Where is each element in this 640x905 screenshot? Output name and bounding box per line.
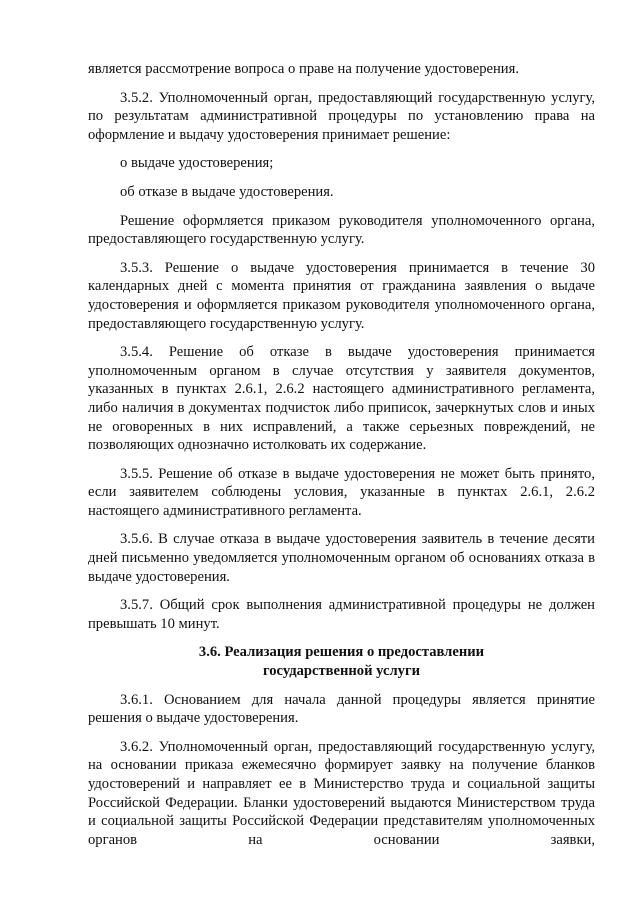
- paragraph-decision-form: Решение оформляется приказом руководителя уполномоченного органа, предоставляющего государственную услугу.: [88, 212, 595, 248]
- document-page: [88, 60, 595, 859]
- section-heading-line-2: государственной услуги: [262, 663, 421, 680]
- paragraph-3-5-5: 3.5.5. Решение об отказе в выдаче удостоверения не может быть принято, если заявителем соблюдены условия, указанные в пунктах 2.6.1, 2.6.2 настоящего административного регламента.: [88, 465, 595, 519]
- paragraph-3-5-2: 3.5.2. Уполномоченный орган, предоставляющий государственную услугу, по результатам административной процедуры по установлению права на оформление и выдачу удостоверения принимает решение:: [88, 89, 595, 143]
- paragraph-3-5-7: 3.5.7. Общий срок выполнения административной процедуры не должен превышать 10 минут.: [88, 597, 595, 632]
- paragraph-option-refuse: об отказе в выдаче удостоверения.: [120, 183, 334, 200]
- paragraph-3-5-4: 3.5.4. Решение об отказе в выдаче удостоверения принимается уполномоченным органом в случае отсутствия у заявителя документов, указанных в пунктах 2.6.1, 2.6.2 настоящего административного регламента, либо наличия в документах подчисток либо приписок, зачеркнутых слов и иных не оговоренных в них исправлений, а также серьезных повреждений, не позволяющих однозначно истолковать их содержание.: [88, 344, 595, 454]
- paragraph-3-6-1: 3.6.1. Основанием для начала данной процедуры является принятие решения о выдаче удостоверения.: [88, 691, 595, 727]
- paragraph-continuation: является рассмотрение вопроса о праве на получение удостоверения.: [88, 61, 519, 77]
- paragraph-option-issue: о выдаче удостоверения;: [120, 155, 274, 172]
- section-heading-3-6: [88, 643, 595, 680]
- paragraph-3-6-2: 3.6.2. Уполномоченный орган, предоставляющий государственную услугу, на основании приказа ежемесячно формирует заявку на получение бланков удостоверений и направляет ее в Министерство труда и социальной защиты Российской Федерации. Бланки удостоверений выдаются Министерством труда и социальной защиты Российской Федерации представителям уполномоченных органов на основании заявки,: [88, 738, 595, 848]
- section-heading-line-1: 3.6. Реализация решения о предоставлении: [198, 644, 485, 661]
- paragraph-3-5-6: 3.5.6. В случае отказа в выдаче удостоверения заявитель в течение десяти дней письменно уведомляется уполномоченным органом об основаниях отказа в выдаче удостоверения.: [88, 531, 595, 585]
- paragraph-3-5-3: 3.5.3. Решение о выдаче удостоверения принимается в течение 30 календарных дней с момента принятия от гражданина заявления о выдаче удостоверения и оформляется приказом руководителя уполномоченного органа, предоставляющего государственную услугу.: [88, 259, 595, 332]
